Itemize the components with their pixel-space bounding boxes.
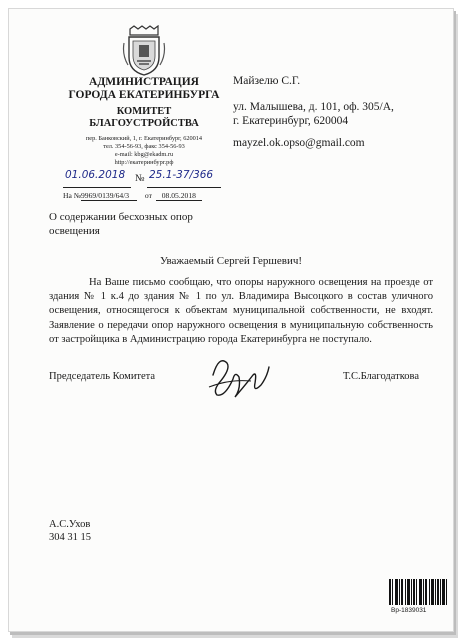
ref-line [63,191,202,201]
ref-date: 08.05.2018 [156,191,202,201]
number-symbol: № [135,173,145,184]
recipient-name: Майзелю С.Г. [233,75,301,87]
signatory-position: Председатель Комитета [49,371,156,382]
city-emblem-icon [120,25,168,77]
handwritten-number: 25.1-37/366 [149,169,214,181]
subject-line2: освещения [49,224,100,237]
ref-number: 9969/0139/64/3 [81,191,137,201]
executor-name: А.С.Ухов [49,519,91,530]
admin-name: АДМИНИСТРАЦИЯ ГОРОДА ЕКАТЕРИНБУРГА [68,76,220,101]
org-phone: тел. 354-56-93, факс 354-56-93 [103,143,185,150]
org-contacts [49,135,239,167]
letter-sheet [8,8,454,632]
ref-prefix: На № [63,191,81,200]
recipient-street: ул. Малышева, д. 101, оф. 305/А, [233,101,394,113]
document-code: Вр-1839031 [391,607,427,614]
letter-body: На Ваше письмо сообщаю, что опоры наружного освещения на проезде от здания № 1 к.4 до здания № 1 по ул. Владимира Высоцкого в состав уличного освещения, относящегося к объектам муниципальной собственности, не входят. Заявление о передачи опор наружного освещения в муниципальную собственность от застройщика в Администрацию города Екатеринбурга не поступало. [49,277,433,345]
signature-icon [205,349,275,409]
committee-name: КОМИТЕТ БЛАГОУСТРОЙСТВА [89,106,199,129]
handwritten-date: 01.06.2018 [65,169,126,181]
subject-line1: О содержании бесхозных опор [49,211,193,223]
org-site: http://екатеринбург.рф [114,159,174,166]
org-address: пер. Банковский, 1, г. Екатеринбург, 620014 [85,135,203,142]
executor-phone: 304 31 15 [49,532,91,543]
signatory-name: Т.С.Благодаткова [343,371,420,382]
org-email: e-mail: kbg@ekadm.ru [114,151,174,158]
barcode-icon [389,579,447,605]
greeting: Уважаемый Сергей Гершевич! [159,255,303,267]
recipient-email: mayzel.ok.opso@gmail.com [233,137,365,149]
ref-from: от [144,191,152,200]
recipient-city: г. Екатеринбург, 620004 [233,115,349,127]
subject [49,211,193,238]
